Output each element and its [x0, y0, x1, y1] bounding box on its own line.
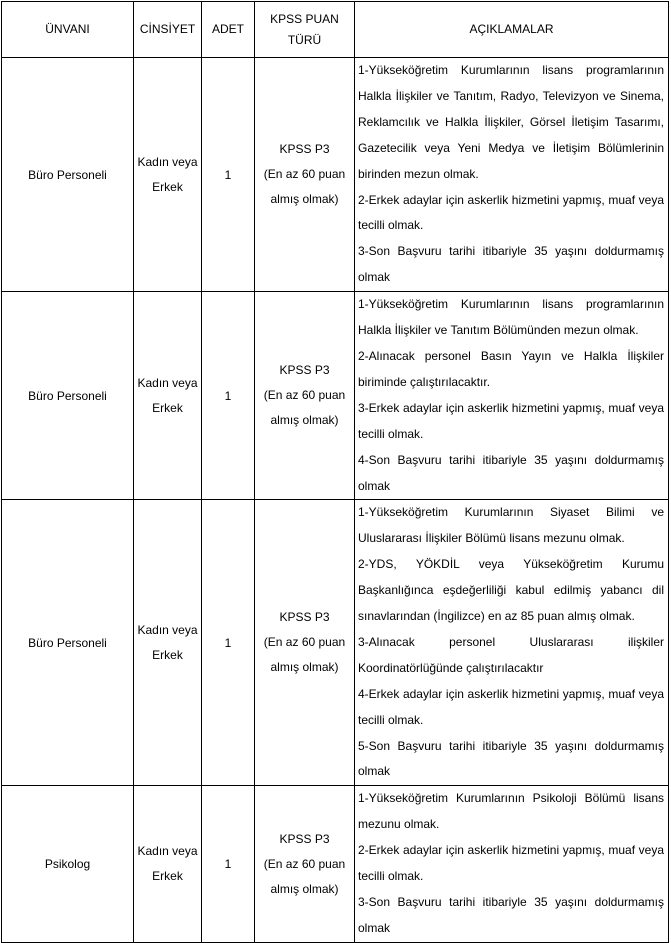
table-row [2, 58, 669, 292]
header-adet: ADET [202, 2, 255, 58]
cinsiyet-line: Kadın veya [137, 622, 198, 637]
aciklama-item: 2-Alınacak personel Basın Yayın ve Halkla İlişkiler biriminde çalıştırılacaktır. [358, 348, 664, 389]
header-kpss-line1: KPSS PUAN [270, 11, 339, 26]
cell-unvan: Psikolog [2, 786, 134, 942]
header-kpss-line2: TÜRÜ [287, 32, 322, 47]
cell-kpss [255, 786, 355, 942]
table-row [2, 292, 669, 500]
cell-adet: 1 [202, 786, 255, 942]
cell-adet: 1 [202, 500, 255, 786]
cinsiyet-line: Kadın veya [137, 154, 198, 169]
cell-aciklama [355, 500, 669, 786]
aciklama-item: 3-Son Başvuru tarihi itibariyle 35 yaşını doldurmamış olmak [358, 244, 664, 285]
cinsiyet-line: Erkek [152, 179, 183, 194]
cell-adet: 1 [202, 292, 255, 500]
cell-aciklama [355, 58, 669, 292]
kpss-line: almış olmak) [270, 192, 339, 207]
positions-table [1, 1, 669, 943]
cinsiyet-line: Erkek [152, 647, 183, 662]
kpss-line: almış olmak) [270, 660, 339, 675]
header-cinsiyet: CİNSİYET [134, 2, 202, 58]
kpss-line: KPSS P3 [279, 363, 330, 378]
aciklama-item: 5-Son Başvuru tarihi itibariyle 35 yaşını doldurmamış olmak [358, 738, 664, 779]
aciklama-item: 2-YDS, YÖKDİL veya Yükseköğretim Kurumu Başkanlığınca eşdeğerliliği kabul edilmiş yabancı dil sınavlarından (İngilizce) en az 85 puan almış olmak. [358, 557, 664, 624]
cinsiyet-line: Kadın veya [137, 844, 198, 859]
kpss-line: (En az 60 puan [263, 635, 346, 650]
kpss-line: (En az 60 puan [263, 167, 346, 182]
cell-kpss [255, 292, 355, 500]
cell-cinsiyet [134, 58, 202, 292]
aciklama-item: 1-Yükseköğretim Kurumlarının lisans programlarının Halkla İlişkiler ve Tanıtım, Radyo, Televizyon ve Sinema, Reklamcılık ve Halkla İlişkiler, Görsel İletişim Tasarımı, Gazetecilik veya Yeni Medya ve İletişim Bölümlerinin birinden mezun olmak. [358, 63, 664, 181]
aciklama-item: 2-Erkek adaylar için askerlik hizmetini yapmış, muaf veya tecilli olmak. [358, 843, 664, 884]
aciklama-item: 3-Erkek adaylar için askerlik hizmetini yapmış, muaf veya tecilli olmak. [358, 400, 664, 441]
kpss-line: almış olmak) [270, 413, 339, 428]
kpss-line: (En az 60 puan [263, 388, 346, 403]
cell-adet: 1 [202, 58, 255, 292]
header-unvani: ÜNVANI [2, 2, 134, 58]
aciklama-item: 4-Son Başvuru tarihi itibariyle 35 yaşını doldurmamış olmak [358, 452, 664, 493]
kpss-line: KPSS P3 [279, 610, 330, 625]
kpss-line: almış olmak) [270, 881, 339, 896]
aciklama-item: 1-Yükseköğretim Kurumlarının Siyaset Bilimi ve Uluslararası İlişkiler Bölümü lisans mezunu olmak. [358, 505, 664, 546]
table-row [2, 786, 669, 942]
cell-aciklama [355, 292, 669, 500]
cell-cinsiyet [134, 500, 202, 786]
cinsiyet-line: Kadın veya [137, 375, 198, 390]
aciklama-item: 3-Alınacak personel Uluslararası ilişkiler Koordinatörlüğünde çalıştırılacaktır [358, 634, 664, 675]
kpss-line: KPSS P3 [279, 142, 330, 157]
cinsiyet-line: Erkek [152, 869, 183, 884]
cell-aciklama [355, 786, 669, 942]
header-aciklamalar: AÇIKLAMALAR [355, 2, 669, 58]
kpss-line: KPSS P3 [279, 831, 330, 846]
aciklama-item: 2-Erkek adaylar için askerlik hizmetini yapmış, muaf veya tecilli olmak. [358, 192, 664, 233]
cell-kpss [255, 500, 355, 786]
cell-cinsiyet [134, 786, 202, 942]
cinsiyet-line: Erkek [152, 400, 183, 415]
aciklama-item: 4-Erkek adaylar için askerlik hizmetini yapmış, muaf veya tecilli olmak. [358, 686, 664, 727]
aciklama-item: 3-Son Başvuru tarihi itibariyle 35 yaşını doldurmamış olmak [358, 895, 664, 935]
table-row [2, 500, 669, 786]
aciklama-item: 1-Yükseköğretim Kurumlarının lisans programlarının Halkla İlişkiler ve Tanıtım Bölümünden mezun olmak. [358, 297, 664, 338]
header-kpss [255, 2, 355, 58]
kpss-line: (En az 60 puan [263, 856, 346, 871]
cell-unvan: Büro Personeli [2, 500, 134, 786]
header-row [2, 2, 669, 58]
cell-unvan: Büro Personeli [2, 58, 134, 292]
cell-kpss [255, 58, 355, 292]
cell-unvan: Büro Personeli [2, 292, 134, 500]
aciklama-item: 1-Yükseköğretim Kurumlarının Psikoloji Bölümü lisans mezunu olmak. [358, 791, 664, 832]
cell-cinsiyet [134, 292, 202, 500]
